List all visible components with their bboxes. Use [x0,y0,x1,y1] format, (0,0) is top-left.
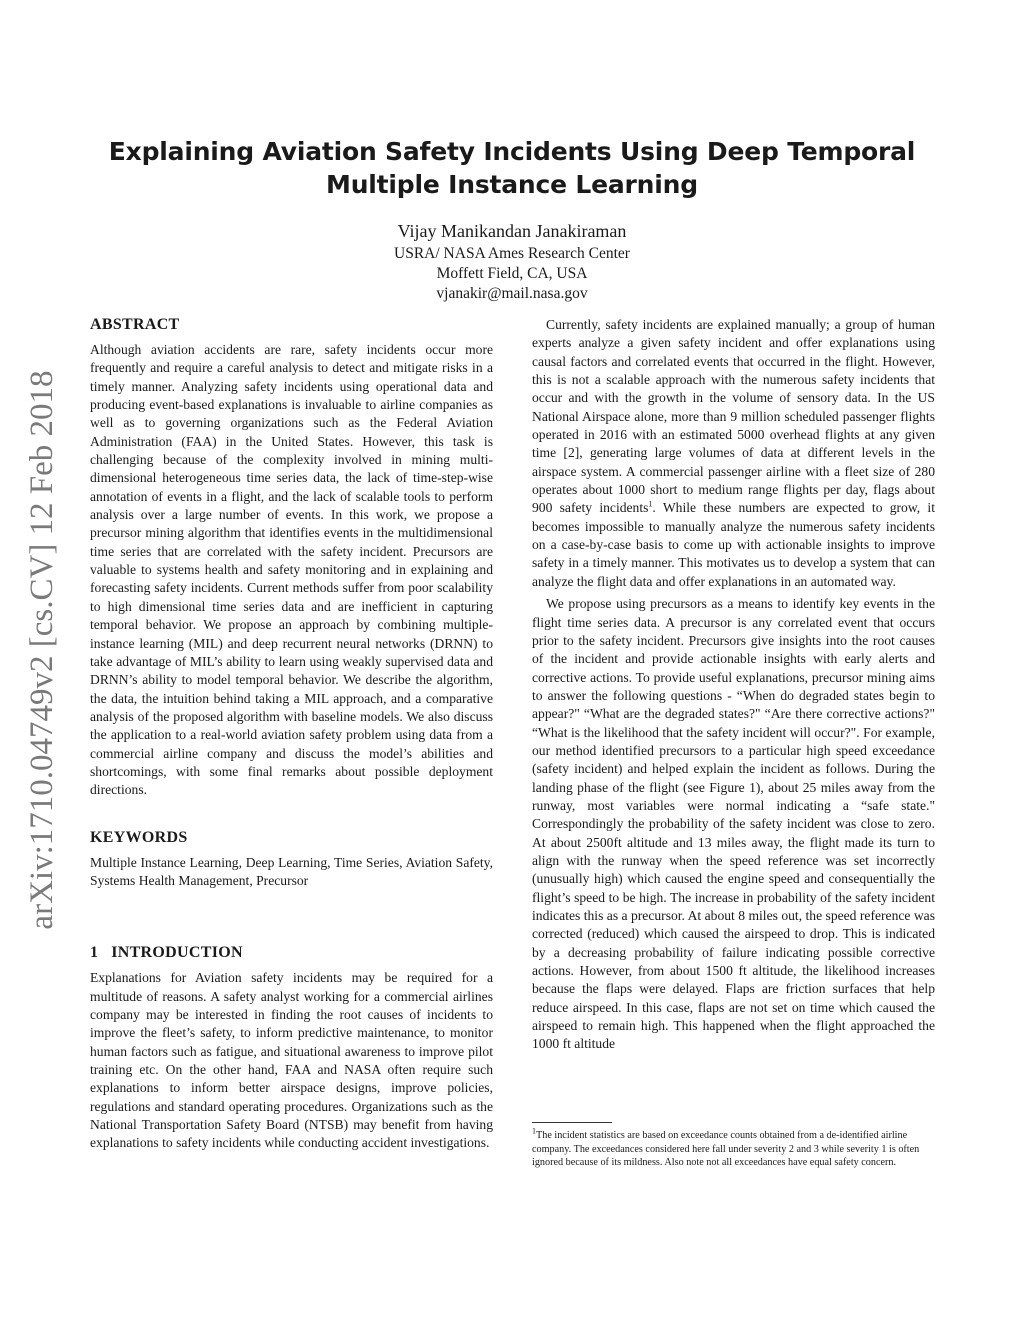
arxiv-id-text: arXiv:1710.04749v2 [cs.CV] 12 Feb 2018 [24,370,60,930]
footnote-divider [532,1122,612,1123]
keywords-text: Multiple Instance Learning, Deep Learning, Time Series, Aviation Safety, Systems Health Management, Precursor [90,854,493,888]
right-column [532,316,935,1054]
author-block [312,219,712,304]
author-affiliation: USRA/ NASA Ames Research Center [394,245,630,262]
paper-title: Explaining Aviation Safety Incidents Using Deep Temporal Multiple Instance Learning [108,137,916,199]
footnote-mark: 1 [532,1126,536,1136]
intro-paragraph-2 [532,316,935,591]
abstract-heading: ABSTRACT [90,316,180,333]
intro-p2-text: Currently, safety incidents are explained manually; a group of human experts analyze a given safety incident and offer explanations using causal factors and correlated events that occurred in the flight. However, this is not a scalable approach with the numerous safety incidents that occur and with the growth in the volume of sensory data. In the US National Airspace alone, more than 9 million scheduled passenger flights operated in 2016 with an estimated 5000 overhead flights at any given time [2], generating large volumes of data at different levels in the airspace system. A commercial passenger airline with a fleet size of 280 operates about 1000 short to medium range flights per day, flags about 900 safety incidents [532,317,935,516]
intro-paragraph-1: Explanations for Aviation safety incidents may be required for a multitude of reasons. A safety analyst working for a commercial airlines company may be interested in finding the root causes of incidents to improve the fleet’s safety, to inform predictive maintenance, to monitor human factors such as fatigue, and situational awareness to improve pilot training etc. On the other hand, FAA and NASA often require such explanations to inform better airspace designs, improve policies, regulations and standard operating procedures. Organizations such as the National Transportation Safety Board (NTSB) may benefit from having explanations to safety incidents while conducting accident investigations. [90,970,493,1151]
keywords-heading: KEYWORDS [90,828,188,846]
introduction-heading: 1 INTRODUCTION [90,944,243,962]
arxiv-identifier [18,350,68,950]
footnote [532,1126,935,1170]
author-name: Vijay Manikandan Janakiraman [397,221,627,241]
author-location: Moffett Field, CA, USA [436,265,588,282]
intro-paragraph-3: We propose using precursors as a means to identify key events in the flight time series data. A precursor is any correlated event that occurs prior to the safety incident. Precursors give insights into the root causes of the incident and provide actionable insights with early alerts and corrective actions. To provide useful explanations, precursor mining aims to answer the following questions - “When do degraded states begin to appear?" “What are the degraded states?" “Are there corrective actions?" “What is the likelihood that the safety incident will occur?". For example, our method identified precursors to a particular high speed exceedance (safety incident) and helped explain the incident as follows. During the landing phase of the flight (see Figure 1), about 25 miles away from the runway, most variables were normal indicating a “safe state." Correspondingly the probability of the safety incident was close to zero. At about 2500ft altitude and 13 miles away, the flight made its turn to align with the runway when the speed reference was set incorrectly (unusually high) which caused the engine speed and consequentially the flight’s speed to be high. The increase in probability of the safety incident indicates this as a precursor. At about 8 miles out, the speed reference was corrected (reduced) which caused the airspeed to drop. This is indicated by a decreasing probability of failure indicating possible corrective actions. However, from about 1500 ft altitude, the likelihood increases because the flaps were delayed. Flaps are friction surfaces that help reduce airspeed. In this case, flaps are not set on time which caused the airspeed to remain high. This happened when the flight approached the 1000 ft altitude [532,596,935,1052]
footnote-ref: 1 [648,499,653,509]
footnote-text: The incident statistics are based on exceedance counts obtained from a de-identified airline company. The exceedances considered here fall under severity 2 and 3 while severity 1 is often ignored because of its mildness. Also note not all exceedances have equal safety concern. [532,1130,920,1168]
left-column [90,314,493,1153]
intro-p2-continued: . While these numbers are expected to grow, it becomes impossible to manually analyze the numerous safety incidents on a case-by-case basis to come up with actionable insights to improve safety in a timely manner. This motivates us to develop a system that can analyze the flight data and offer explanations in an automated way. [532,500,935,589]
abstract-text: Although aviation accidents are rare, safety incidents occur more frequently and require a careful analysis to detect and mitigate risks in a timely manner. Analyzing safety incidents using operational data and producing event-based explanations is invaluable to airline companies as well as to governing organizations such as the Federal Aviation Administration (FAA) in the United States. However, this task is challenging because of the complexity involved in mining multi-dimensional heterogeneous time series data, the lack of time-step-wise annotation of events in a flight, and the lack of scalable tools to perform analysis over a large number of events. In this work, we propose a precursor mining algorithm that identifies events in the multidimensional time series that are correlated with the safety incident. Precursors are valuable to systems health and safety monitoring and in explaining and forecasting safety incidents. Current methods suffer from poor scalability to high dimensional time series data and are inefficient in capturing temporal behavior. We propose an approach by combining multiple-instance learning (MIL) and deep recurrent neural networks (DRNN) to take advantage of MIL’s ability to learn using weakly supervised data and DRNN’s ability to model temporal behavior. We describe the algorithm, the data, the intuition behind taking a MIL approach, and a comparative analysis of the proposed algorithm with baseline models. We also discuss the application to a real-world aviation safety problem using data from a commercial airline company and discuss the model’s abilities and shortcomings, with some final remarks about possible deployment directions. [90,342,493,798]
author-email: vjanakir@mail.nasa.gov [436,285,588,302]
